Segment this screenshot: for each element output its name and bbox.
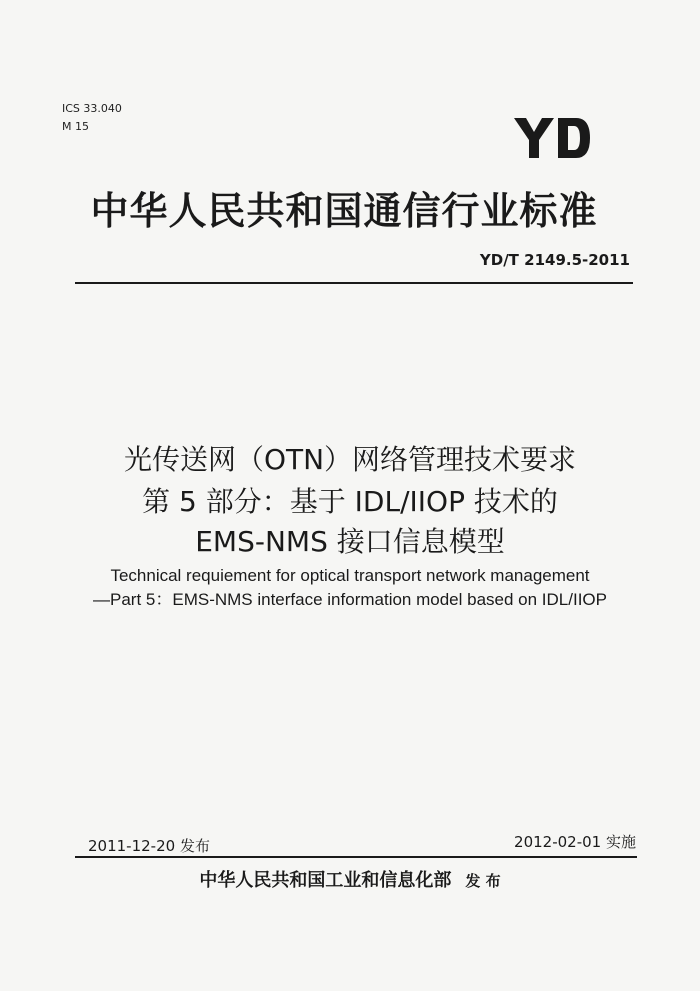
issue-label: 发 布 [465,872,501,890]
standard-category-title: 中华人民共和国通信行业标准 [90,188,598,233]
issuing-authority [0,866,700,892]
en-title-line-1: Technical requiement for optical transport network management [110,566,590,585]
top-divider [75,282,633,284]
cn-title-line-2: 第 5 部分：基于 IDL/IIOP 技术的 [142,485,558,518]
cn-title-line-1: 光传送网（OTN）网络管理技术要求 [123,443,577,476]
cn-title-line-3: EMS-NMS 接口信息模型 [195,525,505,558]
effective-date: 2012-02-01 实施 [514,833,636,851]
issuer-name: 中华人民共和国工业和信息化部 [199,870,452,891]
category-code: M 15 [62,120,89,133]
classification-codes [62,100,122,136]
standard-number: YD/T 2149.5-2011 [479,251,630,269]
ics-code: ICS 33.040 [62,102,122,115]
issue-date: 2011-12-20 发布 [88,837,210,855]
en-title-line-2: —Part 5：EMS-NMS interface information model based on IDL/IIOP [93,590,607,609]
yd-logo [512,116,592,160]
bottom-divider [75,856,637,858]
